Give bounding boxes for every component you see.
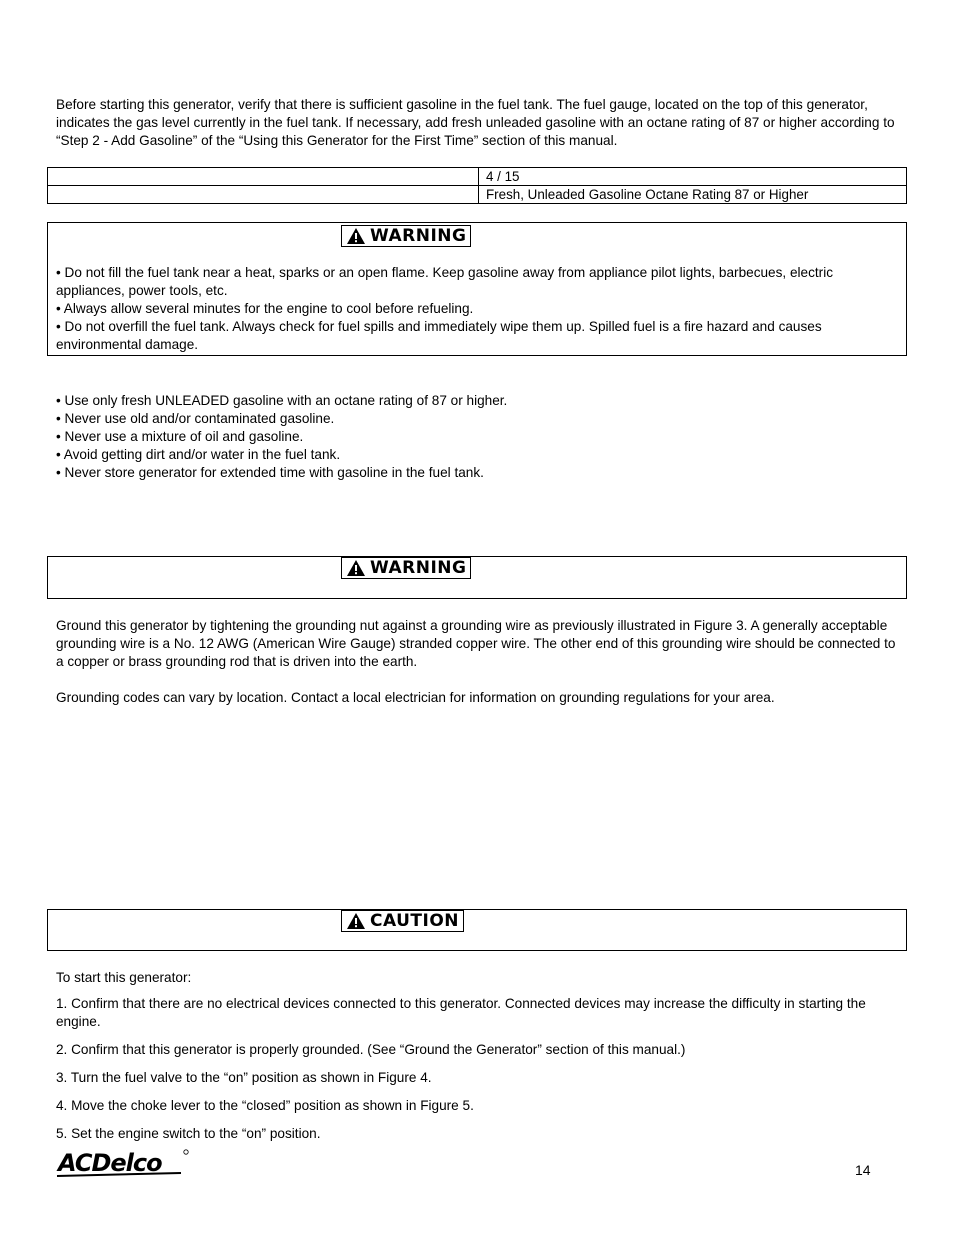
warning-label: WARNING (370, 558, 467, 578)
start-instructions (56, 969, 906, 1153)
list-item: 3. Turn the fuel valve to the “on” position as shown in Figure 4. (56, 1070, 432, 1085)
fuel-spec-table (47, 167, 907, 204)
grounding-codes-paragraph: Grounding codes can vary by location. Contact a local electrician for information on grounding regulations for your area. (56, 690, 775, 705)
list-item: • Never store generator for extended time with gasoline in the fuel tank. (56, 465, 484, 480)
list-item: • Never use old and/or contaminated gasoline. (56, 411, 335, 426)
spec-label (48, 168, 479, 186)
table-row (48, 168, 907, 186)
caution-box (47, 909, 907, 951)
caution-badge (341, 910, 464, 932)
grounding-warning-box (47, 556, 907, 599)
warning-line: • Always allow several minutes for the engine to cool before refueling. (56, 301, 474, 316)
list-item: • Avoid getting dirt and/or water in the fuel tank. (56, 447, 341, 462)
warning-text (56, 264, 898, 354)
list-item: 1. Confirm that there are no electrical devices connected to this generator. Connected devices may increase the difficulty in starting the engine. (56, 996, 866, 1029)
warning-badge (341, 225, 471, 247)
warning-triangle-icon (346, 227, 366, 245)
acdelco-logo (55, 1147, 191, 1179)
spec-label (48, 186, 479, 204)
list-item: 5. Set the engine switch to the “on” position. (56, 1126, 321, 1141)
list-item: 4. Move the choke lever to the “closed” position as shown in Figure 5. (56, 1098, 474, 1113)
table-row (48, 186, 907, 204)
warning-triangle-icon (346, 912, 366, 930)
spec-value: 4 / 15 (479, 168, 907, 186)
warning-badge (341, 557, 471, 579)
list-item: • Use only fresh UNLEADED gasoline with an octane rating of 87 or higher. (56, 393, 508, 408)
fuel-warning-box (47, 222, 907, 356)
logo-text: ACDelco (58, 1149, 162, 1177)
warning-triangle-icon (346, 559, 366, 577)
list-item: 2. Confirm that this generator is properly grounded. (See “Ground the Generator” section of this manual.) (56, 1042, 686, 1057)
list-item: • Never use a mixture of oil and gasoline. (56, 429, 304, 444)
start-intro: To start this generator: (56, 970, 192, 985)
grounding-paragraph: Ground this generator by tightening the grounding nut against a grounding wire as previously illustrated in Figure 3. A generally acceptable grounding wire is a No. 12 AWG (American Wire Gauge) stranded copper wire. The other end of this grounding wire should be connected to a copper or brass grounding rod that is driven into the earth. (56, 618, 896, 669)
warning-line: • Do not overfill the fuel tank. Always check for fuel spills and immediately wipe them up. Spilled fuel is a fire hazard and causes environmental damage. (56, 319, 822, 352)
intro-paragraph: Before starting this generator, verify that there is sufficient gasoline in the fuel tank. The fuel gauge, located on the top of this generator, indicates the gas level currently in the fuel tank. If necessary, add fresh unleaded gasoline with an octane rating of 87 or higher according to “Step 2 - Add Gasoline” of the “Using this Generator for the First Time” section of this manual. (56, 97, 895, 148)
warning-label: WARNING (370, 226, 467, 246)
page-number: 14 (855, 1162, 871, 1178)
warning-line: • Do not fill the fuel tank near a heat, sparks or an open flame. Keep gasoline away from appliance pilot lights, barbecues, electric appliances, power tools, etc. (56, 265, 834, 298)
fuel-tips-list (56, 392, 507, 482)
caution-label: CAUTION (370, 911, 460, 931)
spec-value: Fresh, Unleaded Gasoline Octane Rating 87 or Higher (479, 186, 907, 204)
